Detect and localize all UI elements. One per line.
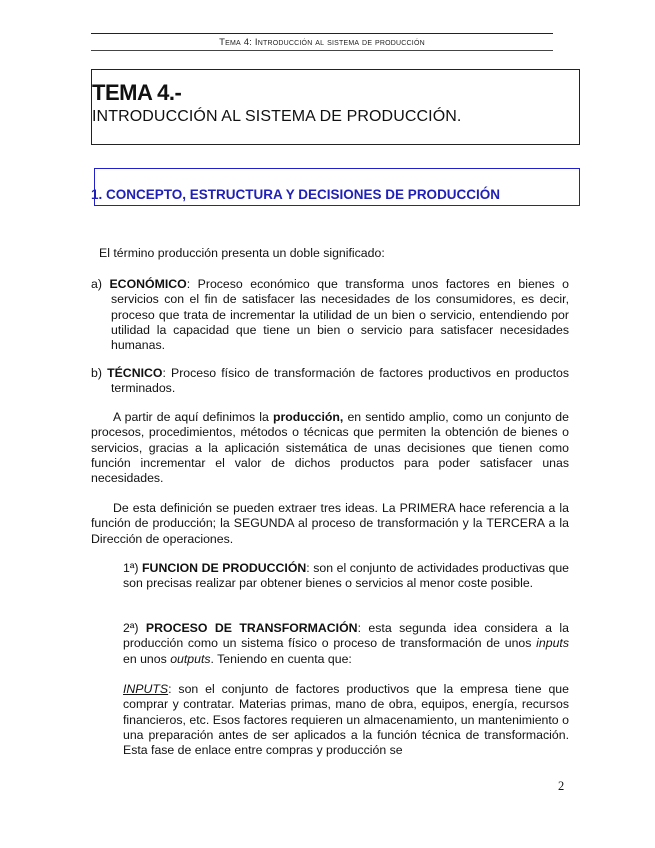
ideas-text: De esta definición se pueden extraer tres ideas. La PRIMERA hace referencia a la función de producción; la SEGUNDA al proceso de transformación y la TERCERA a la Dirección de operaciones. — [91, 501, 569, 546]
idea-2-term: PROCESO DE TRANSFORMACIÓN — [145, 621, 358, 635]
header-rule-top — [91, 33, 553, 34]
idea-2-marker: 2ª) — [123, 621, 146, 635]
idea-2-text-2: en unos — [123, 651, 171, 666]
item-b-marker: b) — [91, 366, 102, 380]
item-a-text: : Proceso económico que transforma unos factores en bienes o servicios con el fin de satisfacer las necesidades de los consumidores, es decir, proceso que trata de incrementar la utilidad de un bien o servicio, entendiendo por utilidad la capacidad que tiene un bien o servicio para satisfacer necesidades humanas. — [111, 277, 569, 353]
idea-2-outputs: outputs — [170, 651, 211, 666]
inputs-text: : son el conjunto de factores productivos que la empresa tiene que comprar y contratar. Materias primas, mano de obra, equipos, energía, recursos financieros, etc. Esos factores requieren un almacenamiento, un mantenimiento o una preparación antes de ser aplicados a la función técnica de transformación. Esta fase de enlace entre compras y producción se — [123, 682, 569, 758]
definition-paragraph — [91, 410, 569, 486]
idea-2-inputs: inputs — [536, 636, 569, 651]
section-heading: 1. CONCEPTO, ESTRUCTURA Y DECISIONES DE PRODUCCIÓN — [91, 187, 501, 202]
title-box — [91, 69, 580, 145]
intro-text: El término producción presenta un doble significado: — [99, 246, 385, 260]
item-b-text: : Proceso físico de transformación de factores productivos en productos terminados. — [111, 366, 569, 396]
definition-after: en sentido amplio, como un conjunto de procesos, procedimientos, métodos o técnicas que permiten la obtención de bienes o servicios, gracias a la aplicación sistemática de unas decisiones que tienen como función incrementar el valor de dichos productos para poder satisfacer unas necesidades. — [91, 410, 569, 486]
definition-term: producción, — [272, 410, 344, 424]
ideas-paragraph — [91, 501, 569, 547]
header-rule-bottom — [91, 50, 553, 51]
item-b-term: TÉCNICO — [107, 366, 163, 380]
idea-1-paragraph — [123, 561, 569, 592]
idea-2-text-3: . Teniendo en cuenta que: — [210, 651, 352, 666]
chapter-number: TEMA 4.- — [92, 80, 182, 105]
idea-1-marker: 1ª) — [123, 561, 143, 575]
item-a-term: ECONÓMICO — [109, 277, 187, 291]
section-box — [91, 168, 580, 206]
idea-2-paragraph — [123, 621, 569, 667]
page-number: 2 — [558, 779, 565, 793]
inputs-term: INPUTS — [123, 682, 169, 696]
chapter-title: INTRODUCCIÓN AL SISTEMA DE PRODUCCIÓN. — [92, 108, 462, 125]
idea-1-text: : son el conjunto de actividades productivas que son precisas realizar par obtener bienes o servicios al menor coste posible. — [123, 561, 570, 591]
inputs-paragraph — [123, 682, 569, 758]
item-a-marker: a) — [91, 277, 102, 291]
item-a-paragraph — [91, 277, 569, 353]
definition-before: A partir de aquí definimos la — [113, 410, 273, 424]
idea-2-text-1: : esta segunda idea considera a la producción como un sistema físico o proceso de transformación de unos — [123, 621, 569, 651]
item-b-paragraph — [91, 366, 569, 397]
idea-1-term: FUNCION DE PRODUCCIÓN — [142, 561, 307, 575]
running-header: Tema 4: Introducción al sistema de producción — [219, 37, 425, 48]
intro-paragraph — [99, 246, 569, 261]
